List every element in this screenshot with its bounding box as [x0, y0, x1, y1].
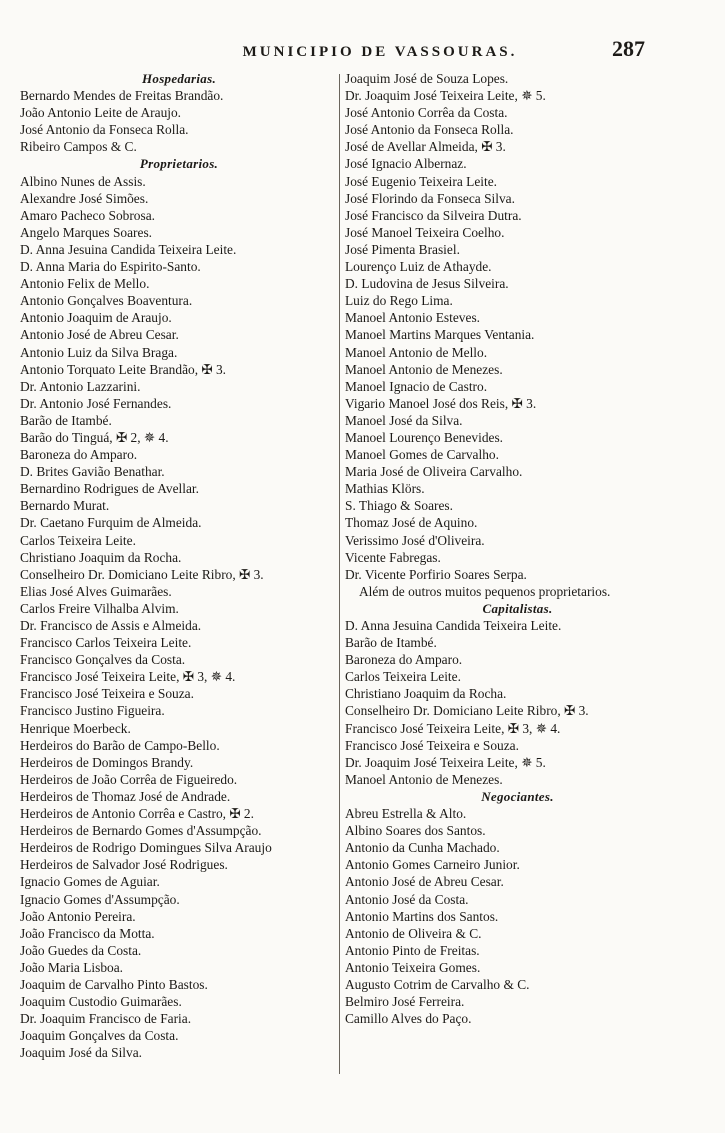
directory-entry: D. Brites Gavião Benathar. — [20, 464, 165, 480]
section-heading-hospedarias: Hospedarias. — [141, 71, 217, 86]
directory-entry: Joaquim Gonçalves da Costa. — [20, 1028, 179, 1044]
directory-entry: Herdeiros de Bernardo Gomes d'Assumpção. — [20, 823, 262, 839]
directory-entry: Albino Nunes de Assis. — [20, 173, 146, 189]
directory-entry: Dr. Antonio Lazzarini. — [20, 378, 141, 394]
directory-entry: Joaquim José da Silva. — [20, 1045, 142, 1061]
directory-entry: José Francisco da Silveira Dutra. — [345, 207, 522, 223]
directory-entry: Antonio Gonçalves Boaventura. — [20, 293, 193, 309]
directory-entry: Dr. Antonio José Fernandes. — [20, 395, 172, 411]
directory-entry: Herdeiros de João Corrêa de Figueiredo. — [20, 771, 238, 787]
directory-entry: Christiano Joaquim da Rocha. — [345, 686, 507, 702]
directory-entry: Maria José de Oliveira Carvalho. — [345, 464, 523, 480]
directory-entry: Manoel Ignacio de Castro. — [345, 378, 488, 394]
left-column — [20, 70, 338, 1077]
directory-entry: D. Ludovina de Jesus Silveira. — [345, 276, 509, 292]
directory-entry: José Ignacio Albernaz. — [345, 156, 467, 172]
right-column — [345, 70, 690, 1077]
directory-entry: João Antonio Pereira. — [20, 908, 136, 924]
directory-entry: Manoel Antonio Esteves. — [345, 310, 481, 326]
directory-entry: Luiz do Rego Lima. — [345, 293, 453, 309]
directory-entry: Herdeiros de Thomaz José de Andrade. — [20, 788, 231, 804]
column-divider — [339, 74, 340, 1074]
directory-entry: Lourenço Luiz de Athayde. — [345, 259, 492, 275]
directory-entry: Barão de Itambé. — [345, 635, 437, 651]
directory-entry: Manoel Antonio de Menezes. — [345, 361, 503, 377]
directory-entry: João Francisco da Motta. — [20, 925, 155, 941]
directory-entry: Dr. Joaquim Francisco de Faria. — [20, 1011, 192, 1027]
directory-entry: Baroneza do Amparo. — [345, 652, 463, 668]
directory-entry: Manoel Antonio de Mello. — [345, 344, 488, 360]
directory-entry: Joaquim José de Souza Lopes. — [345, 71, 509, 86]
directory-entry: Conselheiro Dr. Domiciano Leite Ribro, ✠ 3. — [345, 703, 589, 719]
directory-entry: José Antonio da Fonseca Rolla. — [345, 122, 514, 138]
directory-entry: Dr. Joaquim José Teixeira Leite, ✵ 5. — [345, 88, 546, 104]
directory-entry: Ribeiro Campos & C. — [20, 139, 137, 155]
directory-entry: Amaro Pacheco Sobrosa. — [20, 207, 155, 223]
directory-entry: José Manoel Teixeira Coelho. — [345, 224, 505, 240]
directory-entry: D. Anna Jesuina Candida Teixeira Leite. — [20, 241, 237, 257]
directory-entry: José de Avellar Almeida, ✠ 3. — [345, 139, 506, 155]
directory-entry: Manoel José da Silva. — [345, 412, 463, 428]
directory-entry: Christiano Joaquim da Rocha. — [20, 549, 182, 565]
directory-entry: Antonio Torquato Leite Brandão, ✠ 3. — [20, 361, 227, 377]
directory-entry: Antonio José de Abreu Cesar. — [20, 327, 179, 343]
directory-entry: Manoel Martins Marques Ventania. — [345, 327, 535, 343]
directory-entry: Barão do Tinguá, ✠ 2, ✵ 4. — [20, 429, 169, 445]
directory-entry: Angelo Marques Soares. — [20, 224, 153, 240]
directory-entry: Antonio Martins dos Santos. — [345, 908, 499, 924]
directory-entry: Antonio Joaquim de Araujo. — [20, 310, 172, 326]
continuation-note: Além de outros muitos pequenos proprietarios. — [359, 583, 611, 599]
directory-entry: Manoel Antonio de Menezes. — [345, 771, 503, 787]
directory-entry: Joaquim Custodio Guimarães. — [20, 994, 182, 1010]
directory-entry: Francisco José Teixeira e Souza. — [20, 686, 194, 702]
directory-entry: Antonio da Cunha Machado. — [345, 840, 500, 856]
directory-entry: Conselheiro Dr. Domiciano Leite Ribro, ✠ 3. — [20, 566, 264, 582]
directory-entry: João Guedes da Costa. — [20, 942, 142, 958]
directory-entry: José Antonio Corrêa da Costa. — [345, 105, 508, 121]
directory-entry: Bernardino Rodrigues de Avellar. — [20, 481, 199, 497]
directory-entry: José Pimenta Brasiel. — [345, 241, 460, 257]
directory-entry: Baroneza do Amparo. — [20, 447, 138, 463]
directory-entry: D. Anna Jesuina Candida Teixeira Leite. — [345, 618, 562, 633]
directory-entry: Antonio Teixeira Gomes. — [345, 959, 481, 975]
directory-entry: Augusto Cotrim de Carvalho & C. — [345, 976, 530, 992]
directory-entry: Francisco José Teixeira Leite, ✠ 3, ✵ 4. — [345, 720, 561, 736]
section-heading-negociantes: Negociantes. — [481, 788, 554, 804]
directory-entry: Herdeiros de Antonio Corrêa e Castro, ✠ 2. — [20, 806, 254, 822]
section-heading-proprietarios: Proprietarios. — [139, 156, 219, 172]
directory-entry: Dr. Joaquim José Teixeira Leite, ✵ 5. — [345, 754, 546, 770]
section-heading-capitalistas: Capitalistas. — [482, 600, 553, 616]
directory-entry: Carlos Teixeira Leite. — [20, 532, 136, 548]
directory-entry: Joaquim de Carvalho Pinto Bastos. — [20, 976, 208, 992]
directory-entry: Herdeiros de Salvador José Rodrigues. — [20, 857, 228, 873]
directory-entry: Antonio Pinto de Freitas. — [345, 942, 480, 958]
directory-entry: Dr. Caetano Furquim de Almeida. — [20, 515, 202, 531]
directory-entry: S. Thiago & Soares. — [345, 498, 453, 514]
directory-entry: Herdeiros do Barão de Campo-Bello. — [20, 737, 220, 753]
directory-entry: Ignacio Gomes d'Assumpção. — [20, 891, 180, 907]
directory-entry: Bernardo Mendes de Freitas Brandão. — [20, 88, 224, 104]
directory-entry: Francisco Justino Figueira. — [20, 703, 165, 719]
directory-entry: Verissimo José d'Oliveira. — [345, 532, 485, 548]
directory-entry: Bernardo Murat. — [20, 498, 110, 514]
directory-entry: Barão de Itambé. — [20, 412, 112, 428]
directory-entry: Antonio de Oliveira & C. — [345, 925, 482, 941]
directory-entry: Ignacio Gomes de Aguiar. — [20, 874, 160, 890]
directory-entry: João Antonio Leite de Araujo. — [20, 105, 182, 121]
directory-entry: Francisco Carlos Teixeira Leite. — [20, 635, 192, 651]
directory-entry: Belmiro José Ferreira. — [345, 994, 465, 1010]
directory-entry: Antonio José da Costa. — [345, 891, 469, 907]
directory-entry: Dr. Francisco de Assis e Almeida. — [20, 618, 202, 633]
directory-entry: Herdeiros de Rodrigo Domingues Silva Araujo — [20, 840, 272, 856]
directory-entry: Albino Soares dos Santos. — [345, 823, 486, 839]
directory-entry: Antonio Luiz da Silva Braga. — [20, 344, 178, 360]
directory-entry: Camillo Alves do Paço. — [345, 1011, 472, 1027]
directory-entry: Manoel Gomes de Carvalho. — [345, 447, 499, 463]
directory-entry: D. Anna Maria do Espirito-Santo. — [20, 259, 201, 275]
directory-entry: Francisco Gonçalves da Costa. — [20, 652, 186, 668]
page-running-head: MUNICIPIO DE VASSOURAS. — [242, 44, 518, 60]
page-number: 287 — [612, 36, 645, 61]
directory-entry: Alexandre José Simões. — [20, 190, 149, 206]
directory-entry: José Eugenio Teixeira Leite. — [345, 173, 498, 189]
directory-entry: Manoel Lourenço Benevides. — [345, 429, 504, 445]
directory-entry: Herdeiros de Domingos Brandy. — [20, 754, 194, 770]
directory-entry: João Maria Lisboa. — [20, 959, 124, 975]
directory-entry: José Florindo da Fonseca Silva. — [345, 190, 515, 206]
directory-entry: Antonio Felix de Mello. — [20, 276, 150, 292]
directory-entry: Dr. Vicente Porfirio Soares Serpa. — [345, 566, 527, 582]
directory-entry: Francisco José Teixeira Leite, ✠ 3, ✵ 4. — [20, 669, 236, 685]
directory-entry: Francisco José Teixeira e Souza. — [345, 737, 519, 753]
directory-entry: Mathias Klörs. — [345, 481, 425, 497]
directory-entry: Abreu Estrella & Alto. — [345, 806, 467, 822]
directory-entry: Elias José Alves Guimarães. — [20, 583, 172, 599]
directory-entry: José Antonio da Fonseca Rolla. — [20, 122, 189, 138]
directory-entry: Thomaz José de Aquino. — [345, 515, 478, 531]
directory-entry: Carlos Freire Vilhalba Alvim. — [20, 600, 179, 616]
directory-entry: Vigario Manoel José dos Reis, ✠ 3. — [345, 395, 537, 411]
directory-entry: Vicente Fabregas. — [345, 549, 441, 565]
directory-entry: Henrique Moerbeck. — [20, 720, 131, 736]
directory-entry: Antonio José de Abreu Cesar. — [345, 874, 504, 890]
directory-entry: Antonio Gomes Carneiro Junior. — [345, 857, 520, 873]
directory-entry: Carlos Teixeira Leite. — [345, 669, 461, 685]
